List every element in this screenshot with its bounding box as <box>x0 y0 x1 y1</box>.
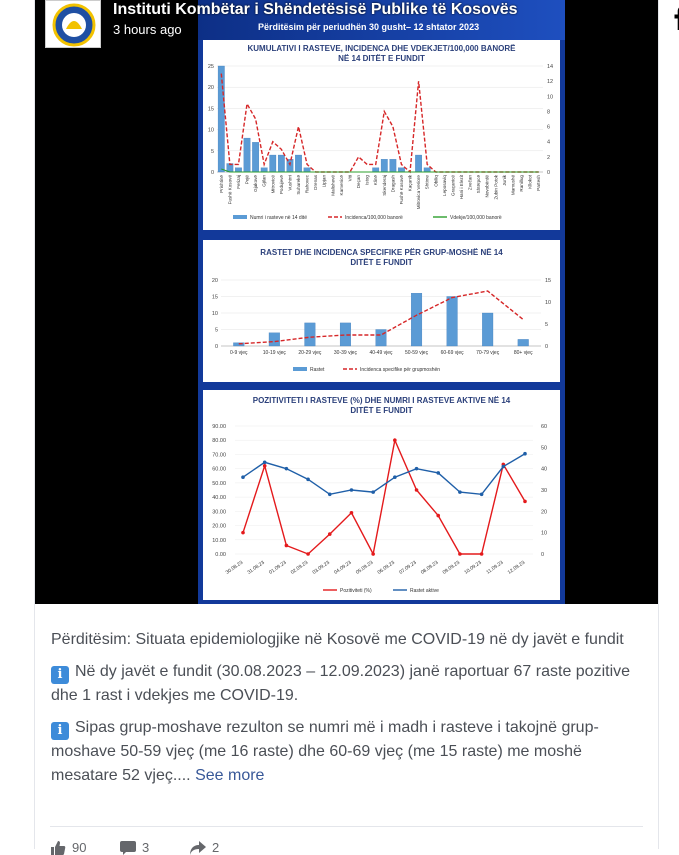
caption-line-2 <box>51 660 641 708</box>
x-tick-label: 05.09.23 <box>354 559 375 576</box>
bar <box>424 168 430 172</box>
chart-panel-age-groups <box>203 240 560 382</box>
ikshpk-logo-icon[interactable] <box>45 0 101 48</box>
series-line <box>221 169 538 172</box>
category-label: Fushë Kosovë <box>227 175 233 205</box>
data-point <box>523 452 527 456</box>
bar <box>372 168 378 172</box>
y-left-tick-label: 90.00 <box>212 424 226 430</box>
series-line <box>243 454 525 495</box>
comments-count: 3 <box>142 840 150 855</box>
category-label: 10-19 vjeç <box>262 350 286 356</box>
post-header <box>45 0 645 50</box>
y-right-tick-label: 0 <box>545 344 549 350</box>
category-label: Gjilan <box>261 175 267 187</box>
category-label: Suharekë <box>296 175 301 195</box>
facebook-icon[interactable] <box>665 0 679 30</box>
y-left-tick-label: 60.00 <box>212 466 226 473</box>
category-label: 60-69 vjeç <box>440 350 464 356</box>
category-label: Prishtinë <box>218 175 224 193</box>
y-right-tick-label: 10 <box>541 530 548 537</box>
caption-line-3 <box>51 716 641 788</box>
bar <box>381 159 387 172</box>
series-line <box>221 74 538 172</box>
post-footer <box>50 836 643 855</box>
data-point <box>241 475 245 479</box>
chart2-title: RASTET DHE INCIDENCA SPECIFIKE PËR GRUP-MOSHË NË 14 DITËT E FUNDIT <box>260 248 503 267</box>
data-point <box>263 464 267 468</box>
post-caption <box>51 628 641 796</box>
y-right-tick-label: 14 <box>547 64 554 70</box>
y-left-tick-label: 10.00 <box>212 537 226 544</box>
legend-label: Rastet <box>310 367 325 373</box>
category-label: Zubin Potok <box>493 175 499 200</box>
y-left-tick-label: 20 <box>211 278 218 284</box>
comment-button[interactable] <box>120 840 149 855</box>
y-left-tick-label: 20 <box>207 85 214 92</box>
legend-label: Pozitiviteti (%) <box>340 588 372 594</box>
y-left-tick-label: 80.00 <box>212 438 226 445</box>
bar <box>305 323 316 346</box>
bar <box>411 293 422 346</box>
x-tick-label: 10.09.23 <box>463 559 483 576</box>
bar <box>261 168 267 172</box>
category-label: Podujevë <box>278 175 284 195</box>
data-point <box>415 488 419 492</box>
x-tick-label: 31.08.23 <box>246 559 266 576</box>
category-label: Junik <box>501 175 507 186</box>
x-tick-label: 08.09.23 <box>419 559 440 576</box>
chart3-title: POZITIVITETI I RASTEVE (%) DHE NUMRI I RASTEVE AKTIVE NË 14 DITËT E FUNDIT <box>252 396 511 415</box>
legend-label: Rastet aktive <box>410 588 439 594</box>
category-label: Deçan <box>356 175 362 189</box>
category-label: Hani i Elezit <box>459 175 464 200</box>
data-point <box>263 460 267 464</box>
data-point <box>350 488 354 492</box>
category-label: Gjakovë <box>253 175 259 192</box>
data-point <box>306 552 310 556</box>
y-left-tick-label: 50.00 <box>212 480 226 487</box>
data-point <box>480 552 484 556</box>
chart3-svg <box>203 390 560 600</box>
y-left-tick-label: 25 <box>207 64 214 70</box>
info-icon: i <box>51 666 69 684</box>
legend-swatch <box>233 215 247 219</box>
caption-line-3-text: Sipas grup-moshave rezulton se numri më i madh i rasteve i takojnë grup-moshave 50-59 vjeç (me 16 raste) dhe 60-69 vjeç (me 15 raste) me moshë mesatare 52 vjeç.... <box>51 719 599 784</box>
y-right-tick-label: 20 <box>541 509 548 516</box>
y-right-tick-label: 50 <box>541 445 548 452</box>
caption-line-1: Përditësim: Situata epidemiologjike në Kosovë me COVID-19 në dy javët e fundit <box>51 631 624 648</box>
y-left-tick-label: 15 <box>211 294 218 301</box>
x-tick-label: 09.09.23 <box>441 559 462 576</box>
y-right-tick-label: 5 <box>545 322 549 328</box>
data-point <box>502 465 506 469</box>
x-tick-label: 30.08.23 <box>224 559 245 576</box>
bar <box>218 66 224 172</box>
likes-count: 90 <box>72 840 87 855</box>
category-label: 40-49 vjeç <box>369 350 393 356</box>
x-tick-label: 04.09.23 <box>333 559 353 576</box>
data-point <box>458 490 462 494</box>
category-label: Mitrovicë <box>270 175 276 194</box>
bar <box>278 155 284 172</box>
data-point <box>285 467 289 471</box>
y-left-tick-label: 10 <box>207 127 214 134</box>
post-image[interactable] <box>35 0 658 604</box>
category-label: Vushtrri <box>287 175 293 191</box>
x-tick-label: 06.09.23 <box>376 559 396 576</box>
like-button[interactable] <box>50 840 86 855</box>
y-left-tick-label: 70.00 <box>212 452 226 459</box>
category-label: Kaçanik <box>407 175 413 192</box>
y-left-tick-label: 5 <box>210 148 214 155</box>
category-label: Shtërpcë <box>476 175 482 194</box>
footer-divider <box>50 826 643 827</box>
bar <box>252 142 258 172</box>
data-point <box>393 475 397 479</box>
y-right-tick-label: 15 <box>545 278 552 284</box>
data-point <box>415 467 419 471</box>
y-right-tick-label: 60 <box>541 424 548 430</box>
x-tick-label: 11.09.23 <box>485 559 505 576</box>
data-point <box>350 511 354 515</box>
share-icon <box>190 841 206 855</box>
y-right-tick-label: 6 <box>547 124 551 131</box>
bar <box>304 168 310 172</box>
category-label: Istog <box>364 175 370 185</box>
y-right-tick-label: 0 <box>541 552 545 558</box>
y-right-tick-label: 2 <box>547 154 551 161</box>
category-label: Zvečan <box>467 175 473 191</box>
bar <box>270 155 276 172</box>
category-label: 50-59 vjeç <box>405 350 429 356</box>
category-label: Skenderaj <box>381 175 387 196</box>
x-tick-label: 02.09.23 <box>289 559 310 576</box>
x-tick-label: 03.09.23 <box>311 559 331 576</box>
data-point <box>393 438 397 442</box>
bar <box>518 339 529 346</box>
x-tick-label: 12.09.23 <box>506 559 527 576</box>
category-label: Kllokot <box>527 175 533 189</box>
y-left-tick-label: 20.00 <box>212 523 226 530</box>
chart2-svg <box>203 240 560 382</box>
thumbs-up-icon <box>50 841 66 855</box>
data-point <box>328 532 332 536</box>
y-right-tick-label: 30 <box>541 488 548 494</box>
chart1-svg <box>203 40 560 230</box>
comment-icon <box>120 841 136 855</box>
category-label: 80+ vjeç <box>513 350 533 356</box>
category-label: Klinë <box>373 175 379 186</box>
shares-count: 2 <box>212 840 220 855</box>
bar <box>447 297 458 347</box>
category-label: Kamenicë <box>338 175 344 196</box>
bar <box>376 330 387 347</box>
category-label: 70-79 vjeç <box>476 350 500 356</box>
category-label: Lipjan <box>321 175 327 188</box>
data-point <box>241 531 245 535</box>
data-point <box>371 552 375 556</box>
y-right-tick-label: 4 <box>547 139 551 146</box>
category-label: Malishevë <box>330 175 336 196</box>
post-timestamp[interactable]: 3 hours ago <box>113 22 182 37</box>
bar <box>295 155 301 172</box>
y-left-tick-label: 15 <box>207 106 214 113</box>
bar <box>415 155 421 172</box>
data-point <box>285 544 289 548</box>
category-label: Ferizaj <box>235 175 241 189</box>
y-left-tick-label: 5 <box>214 327 218 334</box>
data-point <box>328 492 332 496</box>
y-left-tick-label: 30.00 <box>212 509 226 516</box>
y-left-tick-label: 10 <box>211 311 218 317</box>
category-label: 20-29 vjeç <box>298 350 322 356</box>
data-point <box>436 514 440 518</box>
legend-label: Incidenca/100,000 banorë <box>345 215 403 221</box>
category-label: Ranillug <box>519 175 525 192</box>
category-label: Leposaviq <box>441 175 447 196</box>
legend-label: Numri i rasteve në 14 ditë <box>250 215 307 221</box>
share-button[interactable] <box>190 840 219 855</box>
y-right-tick-label: 10 <box>547 94 554 101</box>
x-tick-label: 07.09.23 <box>398 559 418 576</box>
category-label: Mamushë <box>510 175 516 196</box>
x-tick-label: 01.09.23 <box>268 559 288 576</box>
infographic-header-text: Përditësim për periudhën 30 gusht– 12 shtator 2023 <box>258 22 480 32</box>
category-label: Partesh <box>536 175 542 191</box>
bar <box>398 168 404 172</box>
category-label: Drenas <box>313 175 319 190</box>
data-point <box>306 478 310 482</box>
caption-line-2-text: Në dy javët e fundit (30.08.2023 – 12.09.2023) janë raportuar 67 raste pozitive dhe 1 rast i vdekjes me COVID-19. <box>51 663 631 704</box>
category-label: Mitrovica Veriore <box>416 175 422 210</box>
legend-label: Vdekje/100,000 banorë <box>450 215 502 221</box>
legend-swatch <box>293 367 307 371</box>
category-label: Rahovec <box>304 175 310 194</box>
y-right-tick-label: 10 <box>545 300 552 306</box>
chart-panel-positivity <box>203 390 560 600</box>
category-label: 0-9 vjeç <box>230 350 248 356</box>
y-right-tick-label: 0 <box>547 170 551 176</box>
chart-panel-municipalities <box>203 40 560 230</box>
info-icon: i <box>51 722 69 740</box>
see-more-link[interactable]: See more <box>195 767 265 784</box>
y-right-tick-label: 40 <box>541 466 548 473</box>
bar <box>235 168 241 172</box>
y-right-tick-label: 8 <box>547 109 551 116</box>
category-label: Graçanicë <box>450 175 456 196</box>
category-label: Viti <box>347 175 353 182</box>
category-label: Dragash <box>390 175 396 193</box>
data-point <box>371 490 375 494</box>
bar <box>390 159 396 172</box>
category-label: Shtime <box>424 175 430 190</box>
y-left-tick-label: 0.00 <box>215 552 226 558</box>
y-left-tick-label: 40.00 <box>212 495 226 502</box>
category-label: Obiliq <box>433 175 439 187</box>
data-point <box>523 500 527 504</box>
chart1-title: KUMULATIVI I RASTEVE, INCIDENCA DHE VDEKJET/100,000 BANORË NË 14 DITËT E FUNDIT <box>247 44 516 63</box>
category-label: Pejë <box>244 175 250 185</box>
category-label: Fushë Kosovë <box>398 175 404 205</box>
data-point <box>480 492 484 496</box>
legend-label: Incidenca specifike për grupmoshën <box>360 367 441 373</box>
data-point <box>458 552 462 556</box>
infographic <box>198 0 565 604</box>
page-name[interactable]: Instituti Kombëtar i Shëndetësisë Publike të Kosovës <box>113 1 518 18</box>
bar <box>244 138 250 172</box>
category-label: Novobërdë <box>484 175 490 198</box>
bar <box>269 333 280 346</box>
y-left-tick-label: 0 <box>214 344 218 350</box>
y-right-tick-label: 12 <box>547 79 554 86</box>
category-label: 30-39 vjeç <box>333 350 357 356</box>
data-point <box>436 471 440 475</box>
y-left-tick-label: 0 <box>210 170 214 176</box>
bar <box>482 313 493 346</box>
